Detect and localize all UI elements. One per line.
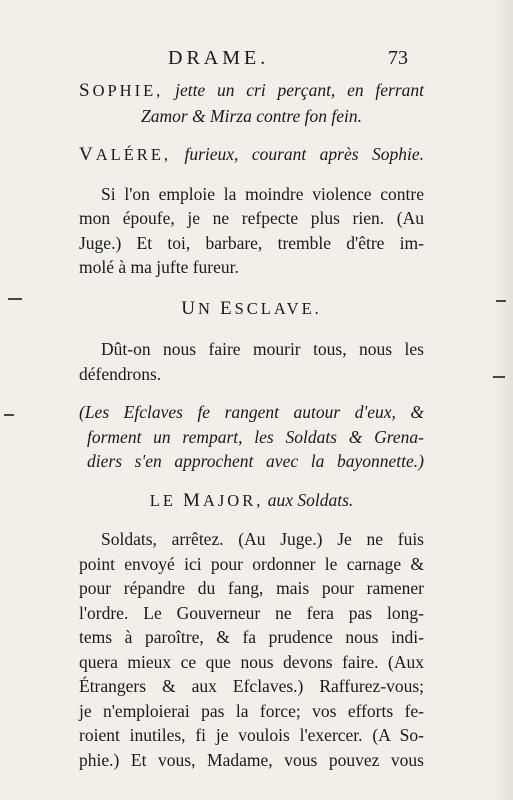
running-head-title: DRAME.: [168, 47, 270, 69]
speech-line: l'ordre. Le Gouverneur ne fera pas long-: [79, 602, 424, 623]
stage-direction-line: (Les Efclaves fe rangent autour d'eux, &: [79, 402, 424, 422]
speaker-heading: [79, 296, 424, 322]
speech-line: Dût-on nous faire mourir tous, nous les: [101, 339, 424, 359]
stage-direction-line: Zamor & Mirza contre fon fein.: [140, 105, 362, 126]
speech-line: mon époufe, je ne refpecte plus rien. (Au: [79, 208, 424, 228]
speech-line: roient inutiles, fi je voulois l'exercer. (A So-: [79, 725, 424, 745]
speech-line: Si l'on emploie la moindre violence contre: [101, 183, 424, 204]
margin-mark: [496, 300, 506, 302]
speech-line: quera mieux ce que nous devons faire. (Aux: [79, 651, 424, 672]
stage-direction: jette un cri perçant, en ferrant: [175, 80, 424, 100]
speaker-line: [79, 142, 424, 168]
play-text: [79, 78, 424, 772]
speaker-name: VALÉRE,: [79, 144, 172, 165]
speech-line: molé à ma jufte fureur.: [79, 257, 239, 277]
speech-line: point envoyé ici pour ordonner le carnage &: [79, 553, 424, 574]
speaker-line: [79, 78, 424, 104]
speaker-name: SOPHIE,: [79, 80, 164, 101]
stage-direction-line: forment un rempart, les Soldats & Grena-: [87, 426, 424, 447]
stage-direction: aux Soldats.: [267, 489, 354, 510]
speaker-name: LE MAJOR,: [149, 489, 264, 511]
speech-line: Soldats, arrêtez. (Au Juge.) Je ne fuis: [101, 529, 424, 549]
speaker-line: [79, 488, 424, 514]
speech-line: je n'emploierai pas la force; vos efforts fe-: [79, 700, 424, 721]
margin-mark: [8, 298, 22, 300]
margin-mark: [493, 376, 505, 378]
speech-line: défendrons.: [79, 363, 162, 384]
page-number: 73: [388, 47, 408, 69]
margin-mark: [4, 414, 14, 416]
speech-line: tems à paroître, & fa prudence nous indi-: [79, 627, 424, 647]
speech-line: Étrangers & aux Efclaves.) Raffurez-vous;: [79, 676, 424, 696]
speech-line: pour répandre du fang, mais pour ramener: [79, 578, 424, 598]
speech-line: Juge.) Et toi, barbare, tremble d'être im-: [79, 232, 424, 253]
page-edge-shadow: [495, 0, 513, 800]
stage-direction-line: diers s'en approchent avec la bayonnette.): [87, 451, 424, 471]
speech-line: phie.) Et vous, Madame, vous pouvez vous: [79, 749, 424, 770]
running-head: [0, 44, 513, 72]
stage-direction: furieux, courant après Sophie.: [184, 144, 424, 164]
speaker-name: UN ESCLAVE.: [181, 297, 322, 319]
